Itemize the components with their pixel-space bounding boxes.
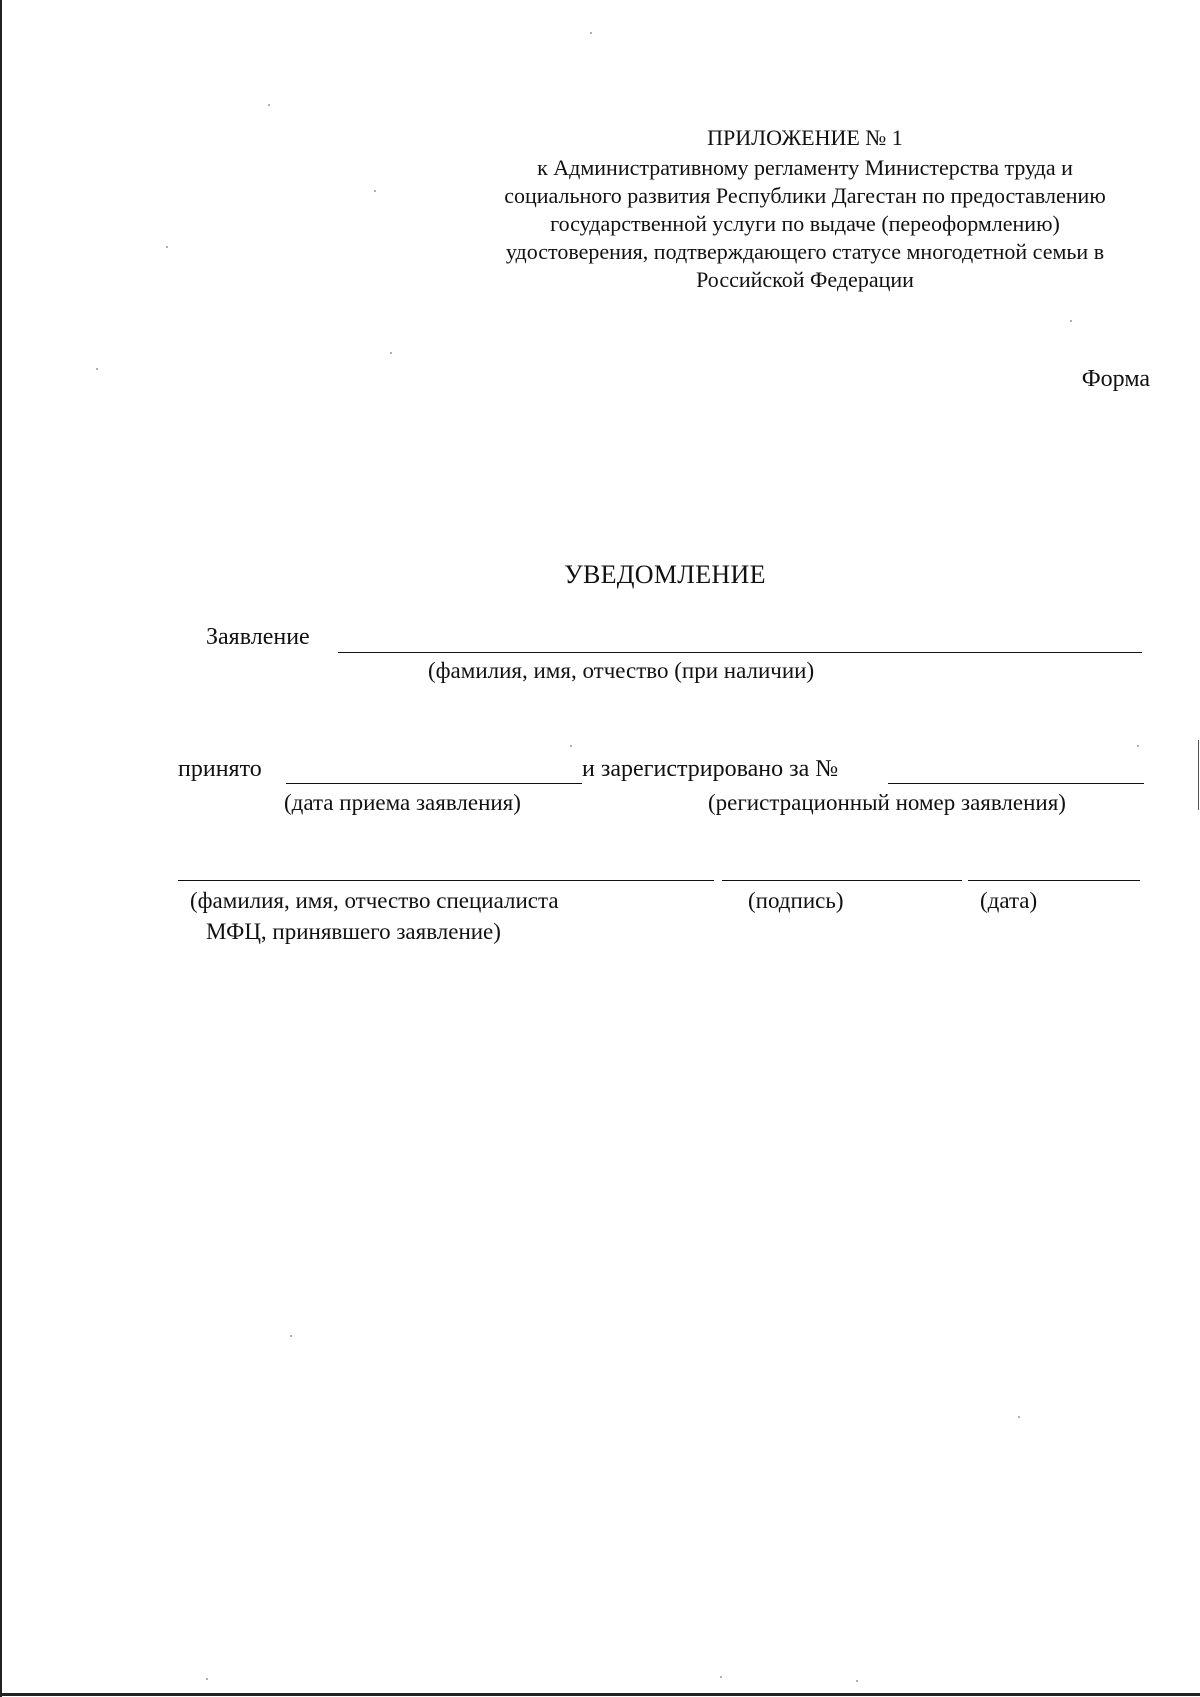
appendix-line: Российской Федерации xyxy=(696,267,914,292)
scan-speck xyxy=(1137,745,1139,747)
registration-number-caption: (регистрационный номер заявления) xyxy=(708,790,1066,815)
specialist-caption-line2: МФЦ, принявшего заявление) xyxy=(206,919,501,944)
specialist-caption-line1: (фамилия, имя, отчество специалиста xyxy=(190,888,559,913)
signature-field[interactable] xyxy=(722,880,962,881)
scan-speck xyxy=(856,1680,858,1682)
appendix-line: социального развития Республики Дагестан по предоставлению xyxy=(504,183,1106,208)
scan-speck xyxy=(166,246,168,248)
statement-label: Заявление xyxy=(206,624,310,650)
scan-speck xyxy=(1018,1416,1020,1418)
scan-speck xyxy=(570,745,572,747)
signature-date-caption: (дата) xyxy=(980,888,1038,913)
form-label: Форма xyxy=(1081,366,1150,392)
specialist-name-field[interactable] xyxy=(178,880,714,881)
acceptance-date-caption: (дата приема заявления) xyxy=(284,790,521,815)
scan-speck xyxy=(590,32,592,34)
scan-speck xyxy=(374,190,376,192)
signature-caption: (подпись) xyxy=(748,888,844,913)
scan-speck xyxy=(390,352,392,354)
registration-number-field[interactable] xyxy=(888,783,1144,784)
appendix-line: государственной услуги по выдаче (переоформлению) xyxy=(550,211,1060,236)
scan-speck xyxy=(720,1676,722,1678)
scan-speck xyxy=(1070,320,1072,322)
scan-speck xyxy=(96,368,98,370)
appendix-line: к Административному регламенту Министерства труда и xyxy=(537,155,1073,180)
acceptance-date-field[interactable] xyxy=(286,783,582,784)
accepted-label: принято xyxy=(178,756,262,782)
scan-edge-left xyxy=(0,0,2,1697)
scan-edge-bottom xyxy=(0,1693,1200,1696)
appendix-line: удостоверения, подтверждающего статусе многодетной семьи в xyxy=(505,239,1105,264)
scan-speck xyxy=(268,104,270,106)
document-title: УВЕДОМЛЕНИЕ xyxy=(564,560,766,589)
appendix-title: ПРИЛОЖЕНИЕ № 1 xyxy=(707,125,903,150)
signature-date-field[interactable] xyxy=(968,880,1140,881)
registered-label: и зарегистрировано за № xyxy=(582,756,839,782)
applicant-name-field[interactable] xyxy=(338,652,1142,653)
scan-speck xyxy=(290,1335,292,1337)
applicant-name-caption: (фамилия, имя, отчество (при наличии) xyxy=(428,658,815,683)
scan-edge-right xyxy=(1198,740,1199,810)
scan-speck xyxy=(206,1678,208,1680)
appendix-header xyxy=(470,124,1140,294)
